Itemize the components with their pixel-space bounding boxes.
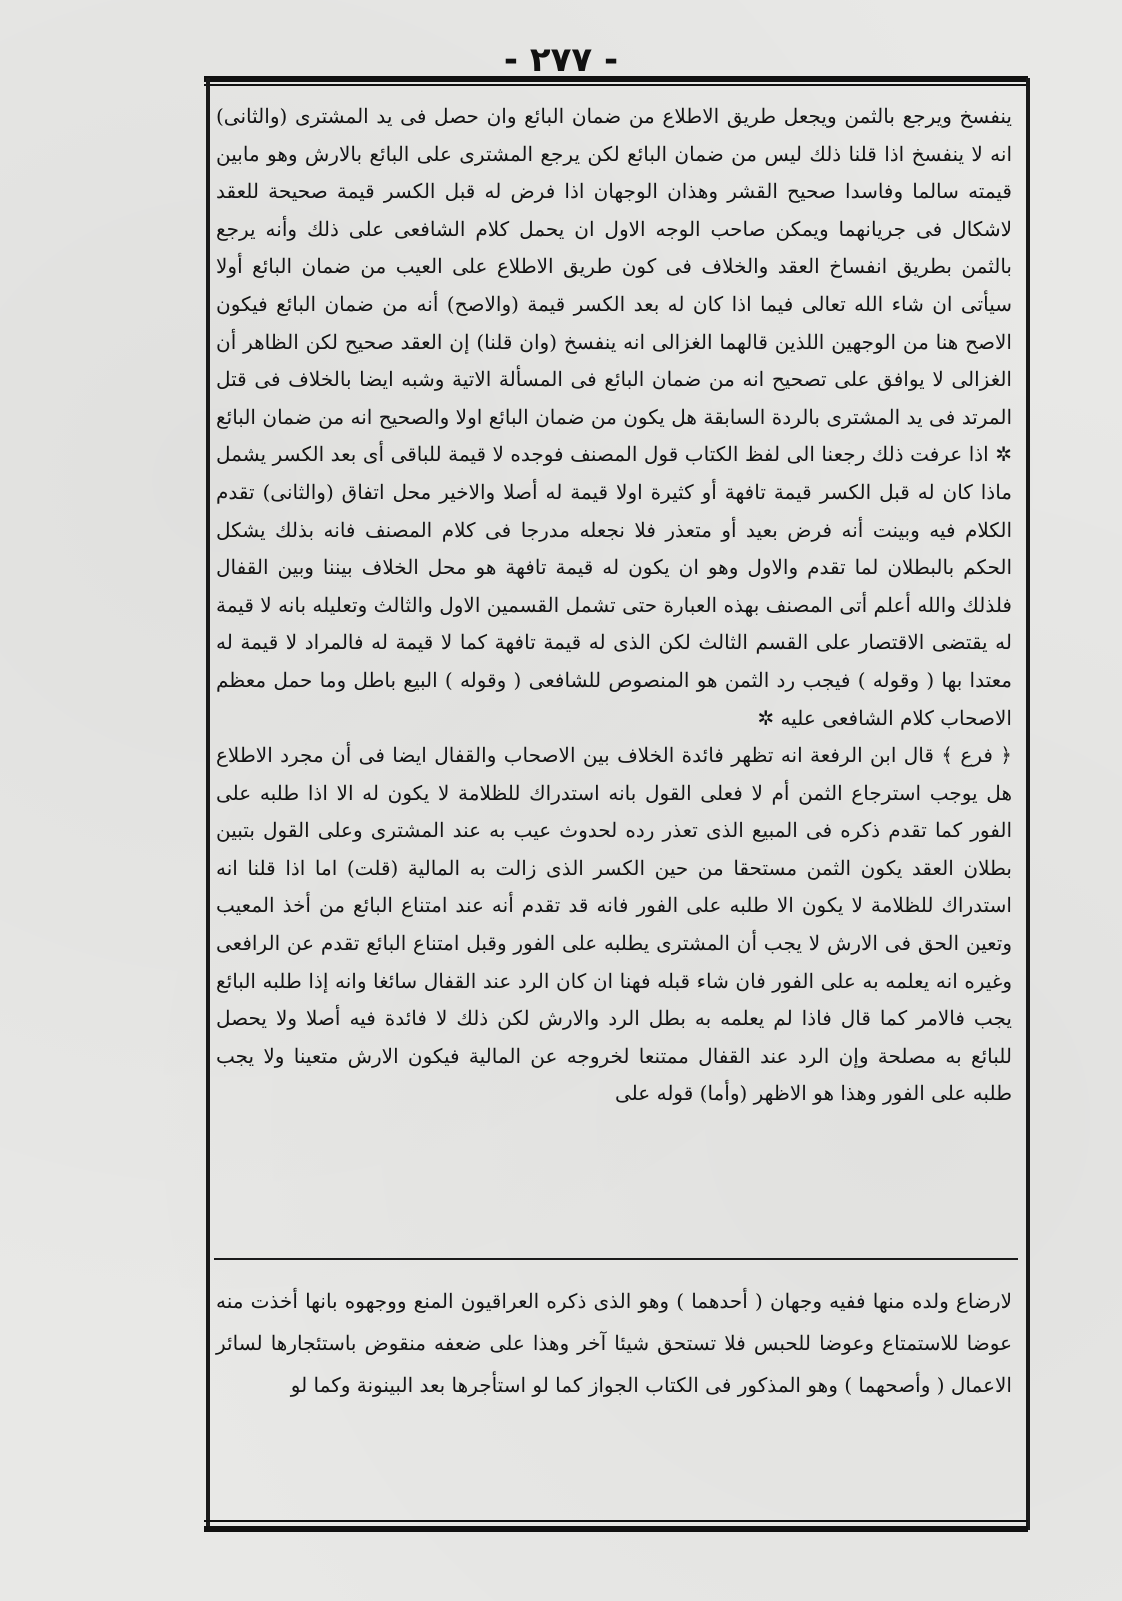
main-paragraph-far: ﴿ فرع ﴾ قال ابن الرفعة انه تظهر فائدة الخلاف بين الاصحاب والقفال ايضا فى أن مجرد الاطلاع هل يوجب استرجاع الثمن أم لا فعلى القول بانه استدراك للظلامة لا يكون له الا اذا طلبه على الفور كما تقدم ذكره فى المبيع الذى تعذر رده لحدوث عيب به عند المشترى وعلى القول بتبين بطلان العقد يكون الثمن مستحقا من حين الكسر الذى زالت به المالية (قلت) اما اذا قلنا انه استدراك للظلامة لا يكون الا طلبه على الفور فانه قد تقدم أنه عند امتناع البائع من أخذ المعيب وتعين الحق فى الارش لا يجب أن المشترى يطلبه على الفور وقبل امتناع البائع تقدم عن الرافعى وغيره انه يعلمه به على الفور فان شاء قبله فهنا ان كان الرد عند القفال سائغا وانه إذا طلبه البائع يجب فالامر كما قال فاذا لم يعلمه به بطل الرد والارش لكن ذلك لا فائدة فيه أصلا ولا يحصل للبائع به مصلحة وإن الرد عند القفال ممتنعا لخروجه عن المالية فيكون الارش متعينا ولا يجب طلبه على الفور وهذا هو الاظهر (وأما) قوله على [216, 743, 1012, 1106]
page-number: - ٢٧٧ - [503, 40, 619, 80]
footnote-paragraph: لارضاع ولده منها ففيه وجهان ( أحدهما ) وهو الذى ذكره العراقيون المنع ووجهوه بانها أخذت منه عوضا للاستمتاع وعوضا للحبس فلا تستحق شيئا آخر وهذا على ضعفه منقوض باستئجارها لسائر الاعمال ( وأصحهما ) وهو المذكور فى الكتاب الجواز كما لو استأجرها بعد البينونة وكما لو [216, 1289, 1013, 1397]
bottom-rule [204, 1520, 1028, 1532]
footnote-block [216, 1280, 1012, 1406]
footnote-divider [214, 1258, 1018, 1260]
main-paragraph: ينفسخ ويرجع بالثمن ويجعل طريق الاطلاع من ضمان البائع وان حصل فى يد المشترى (والثانى) انه لا ينفسخ اذا قلنا ذلك ليس من ضمان البائع لكن يرجع المشترى على البائع بالارش وهو مابين قيمته سالما وفاسدا صحيح القشر وهذان الوجهان اذا فرض له قبل الكسر قيمة صحيحة للعقد لاشكال فى جريانهما ويمكن صاحب الوجه الاول ان يحمل كلام الشافعى على ذلك وأنه يرجع بالثمن بطريق انفساخ العقد والخلاف فى كون طريق الاطلاع على العيب من ضمان البائع أولا سيأتى ان شاء الله تعالى فيما اذا كان له بعد الكسر قيمة (والاصح) أنه من ضمان البائع فيكون الاصح هنا من الوجهين اللذين قالهما الغزالى انه ينفسخ (وان قلنا) إن العقد صحيح لكن الظاهر أن الغزالى لا يوافق على تصحيح انه من ضمان البائع فى المسألة الاتية وشبه ايضا بالخلاف فى قتل المرتد فى يد المشترى بالردة السابقة هل يكون من ضمان البائع اولا والصحيح انه من ضمان البائع ✲ اذا عرفت ذلك رجعنا الى لفظ الكتاب قول المصنف فوجده لا قيمة للباقى أى بعد الكسر يشمل ماذا كان له قبل الكسر قيمة تافهة أو كثيرة اولا قيمة له أصلا والاخير محل اتفاق (والثانى) تقدم الكلام فيه وبينت أنه فرض بعيد أو متعذر فلا نجعله مدرجا فى كلام المصنف فانه بذلك يشكل الحكم بالبطلان لما تقدم والاول وهو ان يكون له قيمة تافهة هو محل الخلاف بيننا وبين القفال فلذلك والله أعلم أتى المصنف بهذه العبارة حتى تشمل القسمين الاول والثالث وتعليله بانه لا قيمة له يقتضى الاقتصار على القسم الثالث لكن الذى له قيمة تافهة كما لا قيمة له فالمراد لا قيمة له معتدا بها ( وقوله ) فيجب رد الثمن هو المنصوص للشافعى ( وقوله ) البيع باطل وما حمل معظم الاصحاب كلام الشافعى عليه ✲ [216, 104, 1013, 730]
main-text-block [216, 98, 1012, 1113]
